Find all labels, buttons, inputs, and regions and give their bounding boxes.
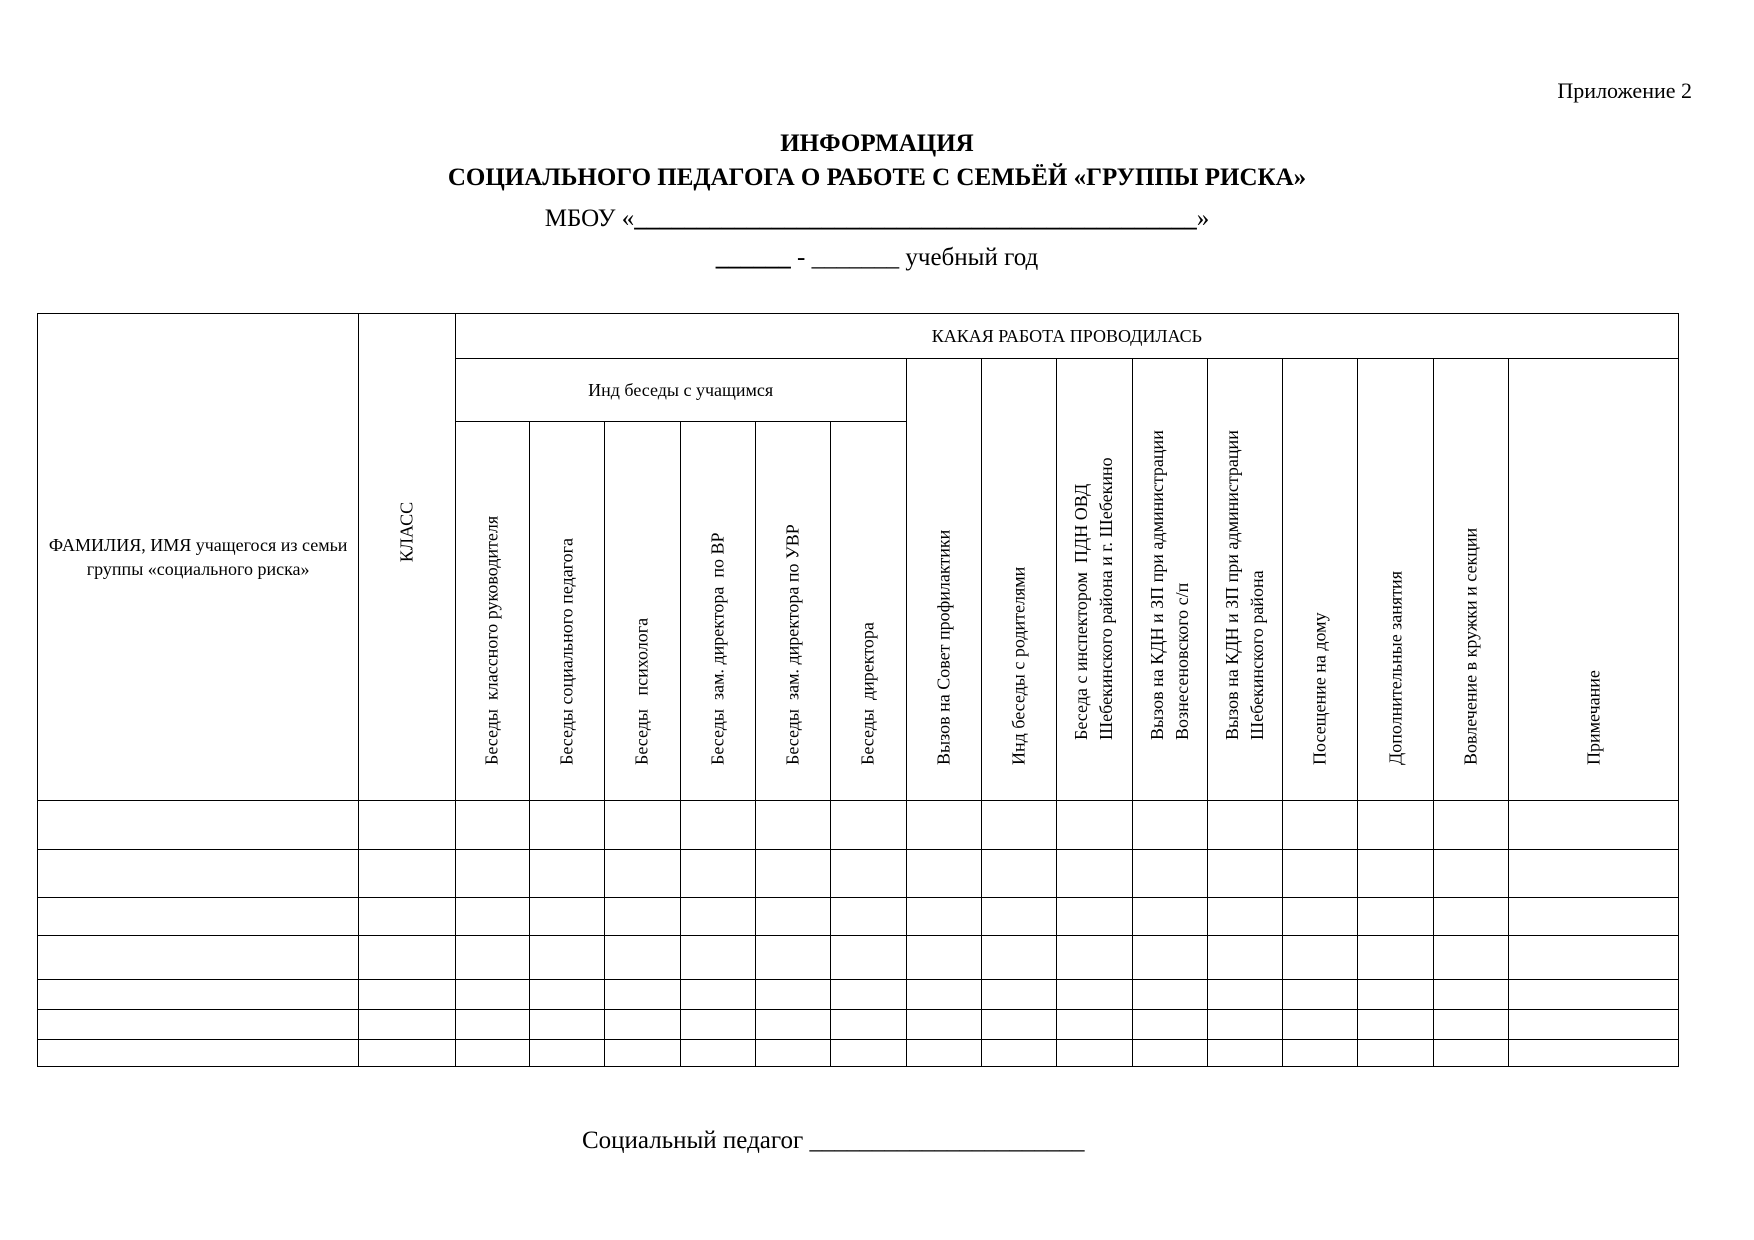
table-cell[interactable] (1433, 801, 1508, 850)
year-label: учебный год (899, 244, 1039, 271)
table-cell[interactable] (1283, 801, 1358, 850)
header-row-1 (38, 314, 1679, 359)
table-cell[interactable] (1057, 980, 1132, 1010)
table-cell[interactable] (605, 980, 680, 1010)
table-cell[interactable] (1132, 980, 1207, 1010)
work-group-header: КАКАЯ РАБОТА ПРОВОДИЛАСЬ (455, 314, 1678, 359)
table-cell[interactable] (1509, 980, 1679, 1010)
table-cell[interactable] (680, 980, 755, 1010)
table-cell[interactable] (359, 801, 455, 850)
column-header-notes (1509, 359, 1679, 801)
table-cell[interactable] (1057, 801, 1132, 850)
table-cell[interactable] (906, 1040, 981, 1067)
column-header-deputy-uvr (755, 422, 830, 801)
table-cell[interactable] (605, 801, 680, 850)
table-cell[interactable] (605, 936, 680, 980)
column-header-text: Инд беседы с родителями (1008, 566, 1029, 765)
school-line (0, 205, 1754, 233)
table-cell[interactable] (38, 1040, 359, 1067)
table-cell[interactable] (981, 1010, 1056, 1040)
table-cell[interactable] (906, 1010, 981, 1040)
table-cell[interactable] (530, 1010, 605, 1040)
table-cell[interactable] (359, 980, 455, 1010)
column-header-extra-classes (1358, 359, 1433, 801)
column-header-text: Беседы социального педагога (556, 538, 577, 765)
table-cell[interactable] (455, 1040, 529, 1067)
school-prefix: МБОУ « (544, 205, 635, 232)
table-cell[interactable] (1207, 850, 1282, 898)
table-cell[interactable] (455, 801, 529, 850)
table-cell[interactable] (1132, 1010, 1207, 1040)
table-cell[interactable] (530, 936, 605, 980)
signature-blank[interactable]: ______________________ (803, 1127, 1085, 1154)
table-cell[interactable] (755, 980, 830, 1010)
table-cell[interactable] (1207, 980, 1282, 1010)
table-cell[interactable] (755, 1010, 830, 1040)
column-header-psychologist (605, 422, 680, 801)
table-cell[interactable] (1207, 1010, 1282, 1040)
table-cell[interactable] (359, 936, 455, 980)
table-cell[interactable] (359, 1040, 455, 1067)
table-cell[interactable] (1509, 850, 1679, 898)
column-header-social-teacher (530, 422, 605, 801)
table-cell[interactable] (831, 980, 906, 1010)
table-cell[interactable] (1358, 898, 1433, 936)
column-header-kdn-district (1207, 359, 1282, 801)
column-header-text: Беседы директора (857, 622, 878, 765)
table-cell[interactable] (1358, 801, 1433, 850)
column-header-text: Вовлечение в кружки и секции (1460, 527, 1481, 765)
table-row (38, 1040, 1679, 1067)
table-cell[interactable] (455, 1010, 529, 1040)
table-cell[interactable] (1358, 936, 1433, 980)
table-cell[interactable] (38, 936, 359, 980)
table-cell[interactable] (38, 801, 359, 850)
table-cell[interactable] (1433, 1040, 1508, 1067)
table-cell[interactable] (680, 850, 755, 898)
table-cell[interactable] (1509, 898, 1679, 936)
document-title: ИНФОРМАЦИЯ (780, 130, 974, 157)
table-cell[interactable] (755, 898, 830, 936)
table-cell[interactable] (605, 898, 680, 936)
table-cell[interactable] (1358, 1040, 1433, 1067)
table-cell[interactable] (1132, 898, 1207, 936)
table-cell[interactable] (1207, 936, 1282, 980)
column-header-clubs (1433, 359, 1508, 801)
year-end-blank: _______ (811, 244, 900, 271)
table-cell[interactable] (605, 1010, 680, 1040)
column-header-class-teacher (455, 422, 529, 801)
table-cell[interactable] (1283, 898, 1358, 936)
column-header-text: Беседы зам. директора по УВР (782, 524, 803, 765)
table-cell[interactable] (455, 898, 529, 936)
table-cell[interactable] (455, 980, 529, 1010)
table-cell[interactable] (1057, 850, 1132, 898)
table-cell[interactable] (755, 1040, 830, 1067)
table-cell[interactable] (981, 980, 1056, 1010)
table-cell[interactable] (1132, 936, 1207, 980)
table-cell[interactable] (1057, 1010, 1132, 1040)
table-cell[interactable] (981, 1040, 1056, 1067)
table-cell[interactable] (1057, 898, 1132, 936)
table-cell[interactable] (1283, 936, 1358, 980)
class-header-text: КЛАСС (396, 501, 417, 563)
table-row (38, 980, 1679, 1010)
table-cell[interactable] (530, 801, 605, 850)
table-cell[interactable] (1057, 936, 1132, 980)
table-cell[interactable] (1358, 850, 1433, 898)
table-cell[interactable] (1207, 1040, 1282, 1067)
table-cell[interactable] (455, 936, 529, 980)
column-header-parents (981, 359, 1056, 801)
table-row (38, 850, 1679, 898)
school-suffix: » (1196, 205, 1210, 232)
column-header-deputy-vr (680, 422, 755, 801)
table-cell[interactable] (1132, 1040, 1207, 1067)
table-cell[interactable] (1132, 850, 1207, 898)
year-separator: - (790, 244, 812, 271)
table-row (38, 936, 1679, 980)
document-subtitle: СОЦИАЛЬНОГО ПЕДАГОГА О РАБОТЕ С СЕМЬЁЙ «ГРУППЫ РИСКА» (447, 164, 1307, 191)
column-header-kdn-local (1132, 359, 1207, 801)
table-row (38, 1010, 1679, 1040)
table-cell[interactable] (1207, 801, 1282, 850)
table-cell[interactable] (1283, 1010, 1358, 1040)
column-header-text: Беседы психолога (631, 617, 652, 765)
column-header-text: Беседы зам. директора по ВР (707, 532, 728, 765)
table-cell[interactable] (831, 898, 906, 936)
table-cell[interactable] (530, 898, 605, 936)
table-cell[interactable] (906, 801, 981, 850)
table-cell[interactable] (605, 850, 680, 898)
table-cell[interactable] (1509, 1040, 1679, 1067)
table-cell[interactable] (1433, 936, 1508, 980)
table-cell[interactable] (680, 936, 755, 980)
table-cell[interactable] (1509, 1010, 1679, 1040)
column-header-home-visit (1283, 359, 1358, 801)
column-header-text: Посещение на дому (1309, 612, 1330, 765)
table-cell[interactable] (906, 936, 981, 980)
column-header-director (831, 422, 906, 801)
table-cell[interactable] (38, 898, 359, 936)
table-cell[interactable] (38, 850, 359, 898)
year-start-blank: ______ (715, 244, 791, 271)
column-header-inspector (1057, 359, 1132, 801)
column-header-council (906, 359, 981, 801)
signature-line (582, 1127, 1085, 1155)
column-header-text: Вызов на Совет профилактики (933, 529, 954, 765)
table-cell[interactable] (1132, 801, 1207, 850)
table-cell[interactable] (981, 936, 1056, 980)
table-row (38, 801, 1679, 850)
table-cell[interactable] (38, 1010, 359, 1040)
table-cell[interactable] (1283, 980, 1358, 1010)
table-cell[interactable] (906, 850, 981, 898)
table-cell[interactable] (1283, 850, 1358, 898)
table-cell[interactable] (831, 850, 906, 898)
table-cell[interactable] (605, 1040, 680, 1067)
table-cell[interactable] (680, 1010, 755, 1040)
signature-label: Социальный педагог (582, 1127, 804, 1154)
school-year-line (0, 244, 1754, 272)
table-cell[interactable] (359, 898, 455, 936)
column-header-text: Вызов на КДН и ЗП при администрации Вознесеновского с/п (1146, 430, 1192, 740)
table-cell[interactable] (530, 1040, 605, 1067)
table-cell[interactable] (680, 801, 755, 850)
table-cell[interactable] (680, 898, 755, 936)
table-cell[interactable] (530, 850, 605, 898)
table-cell[interactable] (831, 1040, 906, 1067)
table-cell[interactable] (906, 980, 981, 1010)
table-cell[interactable] (1207, 898, 1282, 936)
table-cell[interactable] (1283, 1040, 1358, 1067)
ind-talks-group-header: Инд беседы с учащимся (455, 359, 906, 422)
table-cell[interactable] (530, 980, 605, 1010)
class-column-header (359, 314, 455, 801)
table-cell[interactable] (981, 850, 1056, 898)
table-cell[interactable] (1433, 898, 1508, 936)
column-header-text: Беседа с инспектором ПДН ОВД Шебекинского района и г. Шебекино (1071, 457, 1117, 740)
table-cell[interactable] (1433, 980, 1508, 1010)
table-cell[interactable] (1509, 936, 1679, 980)
table-cell[interactable] (1358, 1010, 1433, 1040)
table-cell[interactable] (38, 980, 359, 1010)
report-table (37, 313, 1679, 1067)
table-cell[interactable] (906, 898, 981, 936)
table-cell[interactable] (755, 936, 830, 980)
column-header-text: Вызов на КДН и ЗП при администрации Шебекинского района (1221, 430, 1267, 740)
table-cell[interactable] (455, 850, 529, 898)
table-cell[interactable] (1358, 980, 1433, 1010)
table-cell[interactable] (981, 801, 1056, 850)
table-cell[interactable] (359, 850, 455, 898)
column-header-text: Примечание (1583, 670, 1604, 765)
table-cell[interactable] (981, 898, 1056, 936)
table-cell[interactable] (1057, 1040, 1132, 1067)
table-cell[interactable] (1509, 801, 1679, 850)
name-column-header: ФАМИЛИЯ, ИМЯ учащегося из семьи группы «социального риска» (38, 314, 359, 801)
table-cell[interactable] (831, 801, 906, 850)
column-header-text: Беседы классного руководителя (481, 515, 502, 765)
table-cell[interactable] (680, 1040, 755, 1067)
column-header-text: Дополнительные занятия (1385, 571, 1406, 765)
table-cell[interactable] (755, 850, 830, 898)
school-blank: _____________________________________________ (634, 205, 1197, 232)
table-cell[interactable] (1433, 850, 1508, 898)
table-row (38, 898, 1679, 936)
table-cell[interactable] (831, 936, 906, 980)
table-cell[interactable] (755, 801, 830, 850)
appendix-label: Приложение 2 (1557, 78, 1692, 103)
table-cell[interactable] (831, 1010, 906, 1040)
table-cell[interactable] (1433, 1010, 1508, 1040)
table-cell[interactable] (359, 1010, 455, 1040)
